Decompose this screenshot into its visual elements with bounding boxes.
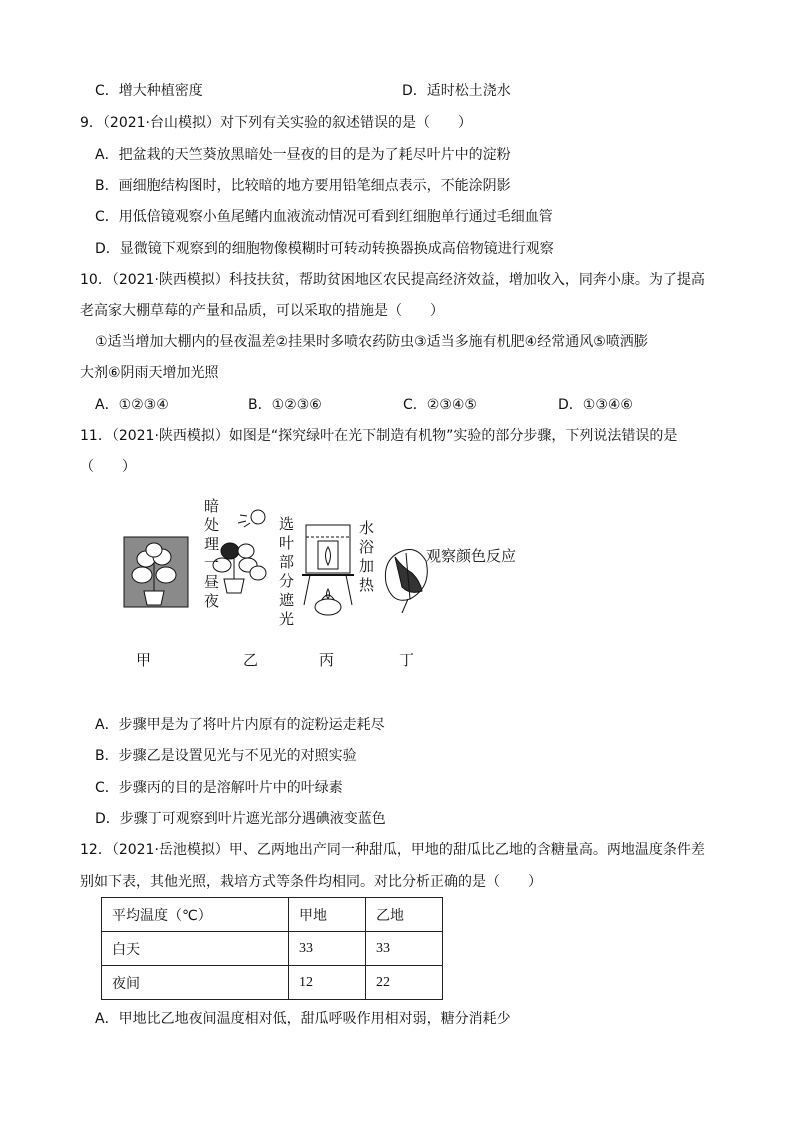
q10-option-a: A．①②③④ <box>95 397 169 413</box>
q10-option-d: D．①③④⑥ <box>558 397 633 413</box>
q8-option-c: C．增大种植密度 <box>95 83 203 99</box>
q8-option-d: D．适时松土浇水 <box>402 83 511 99</box>
q10-measures-line1: ①适当增加大棚内的昼夜温差②挂果时多喷农药防虫③适当多施有机肥④经常通风⑤喷洒膨 <box>95 334 648 350</box>
q12-stem-line2: 别如下表，其他光照，栽培方式等条件均相同。对比分析正确的是（ ） <box>80 874 542 890</box>
step-label-bing: 丙 <box>319 651 335 669</box>
q10-stem-line2: 老高家大棚草莓的产量和品质，可以采取的措施是（ ） <box>80 303 444 319</box>
q9-option-d: D．显微镜下观察到的细胞物像模糊时可转动转换器换成高倍物镜进行观察 <box>95 241 554 257</box>
q9-option-b: B．画细胞结构图时，比较暗的地方要用铅笔细点表示，不能涂阴影 <box>95 178 511 194</box>
table-row <box>102 966 443 1000</box>
q10-stem-line1: 10．（2021·陕西模拟）科技扶贫，帮助贫困地区农民提高经济效益，增加收入，同奔小康。为了提高 <box>80 272 705 288</box>
label-water-bath: 水浴加热 <box>359 519 375 594</box>
q11-option-d: D．步骤丁可观察到叶片遮光部分遇碘液变蓝色 <box>95 811 386 827</box>
step-bing-water-bath-icon <box>302 525 354 615</box>
step-label-ding: 丁 <box>399 651 415 669</box>
q9-option-c: C．用低倍镜观察小鱼尾鳍内血液流动情况可看到红细胞单行通过毛细血管 <box>95 209 553 225</box>
q10-measures-line2: 大剂⑥阴雨天增加光照 <box>80 365 219 381</box>
label-dark-treatment: 暗处理一昼夜 <box>204 497 220 610</box>
q11-option-b: B．步骤乙是设置见光与不见光的对照实验 <box>95 748 357 764</box>
q11-option-c: C．步骤丙的目的是溶解叶片中的叶绿素 <box>95 780 343 796</box>
q11-stem-line1: 11．（2021·陕西模拟）如图是“探究绿叶在光下制造有机物”实验的部分步骤，下列说法错误的是 <box>80 428 678 444</box>
q10-option-c: C．②③④⑤ <box>403 397 477 413</box>
table-cell: 33 <box>366 932 443 966</box>
table-cell: 33 <box>289 932 366 966</box>
table-cell: 12 <box>289 966 366 1000</box>
q11-stem-line2: （ ） <box>80 459 136 475</box>
temperature-table <box>101 897 443 1000</box>
table-header-row <box>102 898 443 932</box>
table-header-cell: 乙地 <box>366 898 443 932</box>
q12-option-a: A．甲地比乙地夜间温度相对低，甜瓜呼吸作用相对弱，糖分消耗少 <box>95 1011 511 1027</box>
label-observe-color: 观察颜色反应 <box>426 547 517 565</box>
experiment-figure <box>120 495 540 675</box>
table-row <box>102 932 443 966</box>
step-label-jia: 甲 <box>136 651 152 669</box>
label-cover-leaf: 选叶部分遮光 <box>279 515 295 628</box>
q9-stem: 9．（2021·台山模拟）对下列有关实验的叙述错误的是（ ） <box>80 115 472 131</box>
step-ding-leaf-icon <box>385 549 427 613</box>
table-header-cell: 平均温度（℃） <box>102 898 289 932</box>
q12-stem-line1: 12．（2021·岳池模拟）甲、乙两地出产同一种甜瓜，甲地的甜瓜比乙地的含糖量高。两地温度条件差 <box>80 842 705 858</box>
table-header-cell: 甲地 <box>289 898 366 932</box>
table-cell: 夜间 <box>102 966 289 1000</box>
experiment-figure-drawing <box>120 495 540 675</box>
table-cell: 22 <box>366 966 443 1000</box>
step-label-yi: 乙 <box>243 651 259 669</box>
q9-option-a: A．把盆栽的天竺葵放黑暗处一昼夜的目的是为了耗尽叶片中的淀粉 <box>95 147 511 163</box>
q10-option-b: B．①②③⑥ <box>248 397 322 413</box>
step-yi-sun-plant-icon <box>213 510 266 593</box>
table-cell: 白天 <box>102 932 289 966</box>
q11-option-a: A．步骤甲是为了将叶片内原有的淀粉运走耗尽 <box>95 717 385 733</box>
step-jia-dark-plant-icon <box>124 537 188 607</box>
